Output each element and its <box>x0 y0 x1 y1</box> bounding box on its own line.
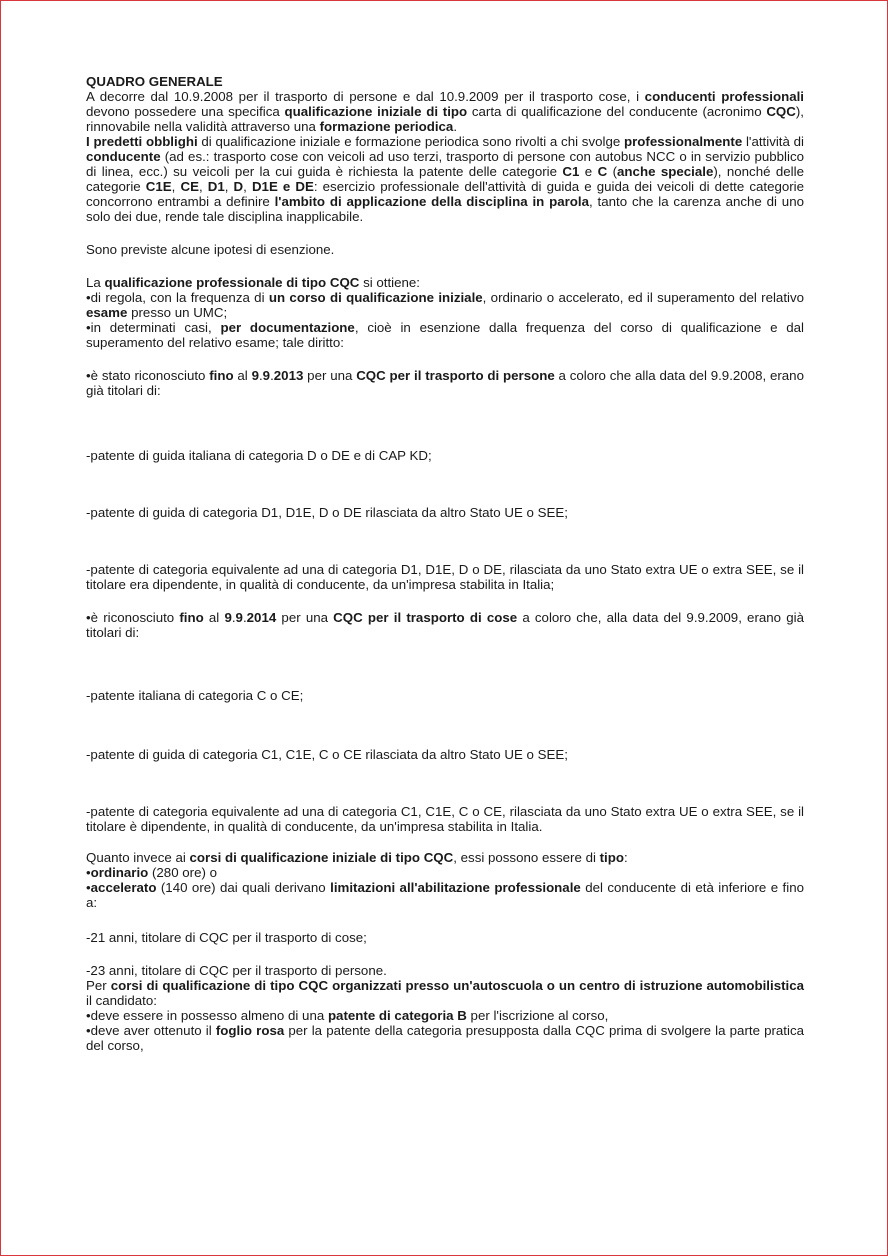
text-run: • <box>86 865 91 880</box>
text-run: , <box>198 179 208 194</box>
text-run: -patente italiana di categoria C o CE; <box>86 688 304 703</box>
text-run: A decorre dal 10.9.2008 per il trasporto di persone e dal 10.9.2009 per il trasporto cose, i <box>86 89 645 104</box>
paragraph <box>86 688 804 703</box>
bold-text: 2014 <box>246 610 277 625</box>
bold-text: 9 <box>262 368 271 383</box>
bold-text: corsi di qualificazione di tipo CQC organizzati presso un'autoscuola o un centro di istruzione automobilistica <box>110 978 805 993</box>
text-run: •deve essere in possesso almeno di una <box>86 1008 328 1023</box>
text-run: : <box>623 850 628 865</box>
text-run: , essi possono essere di <box>453 850 600 865</box>
text-run: . <box>242 610 247 625</box>
bold-text: l'ambito di applicazione della disciplina in parola <box>274 194 590 209</box>
paragraph <box>86 747 804 762</box>
text-run: ), nonché delle categorie <box>86 164 804 194</box>
text-run: , <box>243 179 252 194</box>
bold-text: C1 <box>562 164 580 179</box>
bold-text: 2013 <box>273 368 304 383</box>
bold-text: per documentazione <box>220 320 355 335</box>
text-run: -patente di guida italiana di categoria D o DE e di CAP KD; <box>86 448 432 463</box>
bold-text: D1 <box>207 179 225 194</box>
paragraph <box>86 242 804 257</box>
text-run: al <box>203 610 225 625</box>
section-heading: QUADRO GENERALE <box>86 74 223 89</box>
paragraph <box>86 804 804 834</box>
bold-text: qualificazione professionale di tipo CQC <box>104 275 360 290</box>
bold-text: formazione periodica <box>319 119 454 134</box>
bold-text: CQC <box>766 104 796 119</box>
paragraph <box>86 930 804 945</box>
document-body <box>86 74 804 1053</box>
paragraph <box>86 850 804 865</box>
paragraph-list <box>86 89 804 1053</box>
bold-text: 9 <box>224 610 232 625</box>
text-run: •in determinati casi, <box>86 320 221 335</box>
text-run: al <box>233 368 252 383</box>
bold-text: esame <box>86 305 128 320</box>
text-run: -23 anni, titolare di CQC per il trasporto di persone. <box>86 963 387 978</box>
text-run: (280 ore) o <box>148 865 218 880</box>
text-run: per l'iscrizione al corso, <box>466 1008 609 1023</box>
paragraph <box>86 89 804 134</box>
text-run: : esercizio professionale dell'attività di guida e guida dei veicoli di dette categorie concorrono entrambi a definire <box>86 179 805 209</box>
bold-text: 9 <box>235 610 243 625</box>
text-run: Quanto invece ai <box>86 850 190 865</box>
text-run: (140 ore) dai quali derivano <box>156 880 331 895</box>
paragraph <box>86 610 804 640</box>
paragraph <box>86 865 804 880</box>
text-run: . <box>270 368 274 383</box>
paragraph <box>86 1008 804 1023</box>
text-run: si ottiene: <box>359 275 420 290</box>
text-run: -patente di guida di categoria C1, C1E, C o CE rilasciata da altro Stato UE o SEE; <box>86 747 568 762</box>
bold-text: D1E e DE <box>251 179 314 194</box>
text-run: •è stato riconosciuto <box>86 368 210 383</box>
bold-text: patente di categoria B <box>327 1008 467 1023</box>
bold-text: corsi di qualificazione iniziale di tipo CQC <box>189 850 454 865</box>
bold-text: qualificazione iniziale di tipo <box>284 104 468 119</box>
text-run: •di regola, con la frequenza di <box>86 290 269 305</box>
text-run: Sono previste alcune ipotesi di esenzione. <box>86 242 335 257</box>
paragraph <box>86 368 804 398</box>
text-run: . <box>258 368 263 383</box>
text-run: e <box>579 164 598 179</box>
text-run: carta di qualificazione del conducente (acronimo <box>467 104 767 119</box>
paragraph <box>86 880 804 910</box>
bold-text: tipo <box>599 850 624 865</box>
bold-text: CE <box>180 179 199 194</box>
text-run: , <box>224 179 234 194</box>
paragraph <box>86 562 804 592</box>
text-run: a coloro che, alla data del 9.9.2009, erano già titolari di: <box>86 610 804 640</box>
text-run: del conducente di età inferiore e fino a: <box>86 880 804 910</box>
bold-text: fino <box>179 610 204 625</box>
text-run: •deve aver ottenuto il <box>86 1023 216 1038</box>
bold-text: fino <box>209 368 234 383</box>
text-run: -patente di categoria equivalente ad una di categoria D1, D1E, D o DE, rilasciata da uno Stato extra UE o extra SEE, se il titolare era dipendente, in qualità di conducente, da un'impresa stabilita in Italia; <box>86 562 804 592</box>
bold-text: CQC per il trasporto di persone <box>356 368 555 383</box>
paragraph <box>86 963 804 978</box>
text-run: , <box>171 179 181 194</box>
text-run: La <box>86 275 105 290</box>
bold-text: conducente <box>86 149 161 164</box>
text-run: •è riconosciuto <box>86 610 180 625</box>
text-run: a coloro che alla data del 9.9.2008, erano già titolari di: <box>86 368 804 398</box>
bold-text: 9 <box>251 368 259 383</box>
text-run: per una <box>303 368 357 383</box>
bold-text: D <box>233 179 244 194</box>
text-run: , cioè in esenzione dalla frequenza del corso di qualificazione e dal superamento del relativo esame; tale diritto: <box>86 320 804 350</box>
text-run: , tanto che la carenza anche di uno solo dei due, rende tale disciplina inapplicabile. <box>86 194 804 224</box>
text-run: devono possedere una specifica <box>86 104 285 119</box>
text-run: • <box>86 880 91 895</box>
paragraph <box>86 978 804 1008</box>
bold-text: C1E <box>145 179 172 194</box>
text-run: . <box>231 610 236 625</box>
text-run: ), rinnovabile nella validità attraverso una <box>86 104 804 134</box>
bold-text: conducenti professionali <box>644 89 804 104</box>
bold-text: C <box>597 164 608 179</box>
text-run: -patente di guida di categoria D1, D1E, D o DE rilasciata da altro Stato UE o SEE; <box>86 505 568 520</box>
bold-text: anche speciale <box>617 164 714 179</box>
text-run: -patente di categoria equivalente ad una di categoria C1, C1E, C o CE, rilasciata da uno Stato extra UE o extra SEE, se il titolare è dipendente, in qualità di conducente, da un'impresa stabilita in Italia. <box>86 804 804 834</box>
paragraph <box>86 290 804 320</box>
bold-text: accelerato <box>90 880 157 895</box>
paragraph <box>86 320 804 350</box>
paragraph <box>86 275 804 290</box>
text-run: presso un UMC; <box>127 305 228 320</box>
text-run: , ordinario o accelerato, ed il superamento del relativo <box>482 290 805 305</box>
text-run: per una <box>276 610 334 625</box>
paragraph <box>86 448 804 463</box>
bold-text: limitazioni all'abilitazione professionale <box>330 880 581 895</box>
text-run: . <box>453 119 458 134</box>
text-run: il candidato: <box>86 993 157 1008</box>
bold-text: professionalmente <box>623 134 743 149</box>
bold-text: ordinario <box>90 865 149 880</box>
paragraph <box>86 505 804 520</box>
paragraph <box>86 1023 804 1053</box>
text-run: di qualificazione iniziale e formazione periodica sono rivolti a chi svolge <box>197 134 624 149</box>
bold-text: foglio rosa <box>215 1023 285 1038</box>
text-run: Per <box>86 978 111 993</box>
text-run: ( <box>607 164 618 179</box>
text-run: l'attività di <box>742 134 804 149</box>
bold-text: un corso di qualificazione iniziale <box>268 290 483 305</box>
text-run: -21 anni, titolare di CQC per il trasporto di cose; <box>86 930 367 945</box>
paragraph <box>86 134 804 224</box>
text-run: (ad es.: trasporto cose con veicoli ad uso terzi, trasporto di persone con autobus NCC o in servizio pubblico di linea, ecc.) su veicoli per la cui guida è richiesta la patente delle categorie <box>86 149 804 179</box>
bold-text: I predetti obblighi <box>86 134 198 149</box>
bold-text: CQC per il trasporto di cose <box>333 610 518 625</box>
text-run: per la patente della categoria presupposta dalla CQC prima di svolgere la parte pratica del corso, <box>86 1023 805 1053</box>
